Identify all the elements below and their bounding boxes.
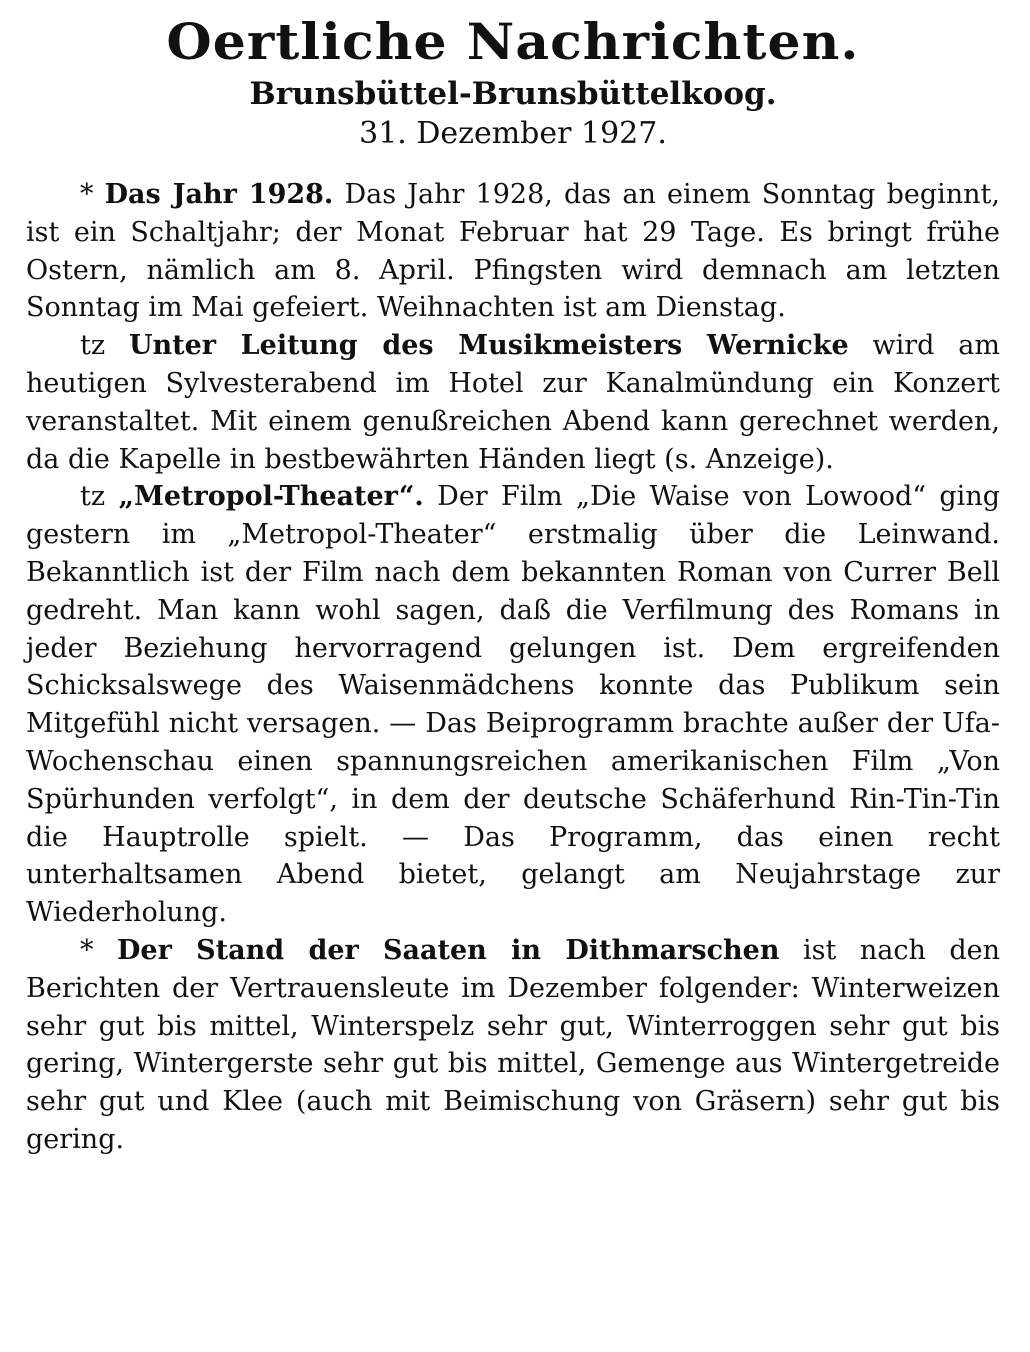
article-marker: * — [80, 179, 94, 210]
article-marker: * — [80, 934, 94, 966]
section-title: Oertliche Nachrichten. — [166, 12, 860, 71]
article-metropol-theater — [26, 478, 1000, 932]
article-lead: Das Jahr 1928. — [104, 179, 334, 210]
location-subtitle: Brunsbüttel-Brunsbüttelkoog. — [249, 76, 777, 112]
article-lead: Der Stand der Saaten in Dithmarschen — [117, 934, 780, 966]
article-body: Der Film „Die Waise von Lowood“ ging gestern im „Metropol-Theater“ erstmalig über die Leinwand. Bekanntlich ist der Film nach dem bekannten Roman von Currer Bell gedreht. Man kann wohl sagen, daß die Verfilmung des Romans in jeder Beziehung hervorragend gelungen ist. Dem ergreifenden Schicksalswege des Waisenmädchens konnte das Publikum sein Mitgefühl nicht versagen. — Das Beiprogramm brachte außer der Ufa-Wochenschau einen spannungsreichen amerikanischen Film „Von Spürhunden verfolgt“, in dem der deutsche Schäferhund Rin-Tin-Tin die Hauptrolle spielt. — Das Programm, das einen recht unterhaltsamen Abend bietet, gelangt am Neujahrstage zur Wiederholung. — [26, 481, 1000, 929]
article-lead: „Metropol-Theater“. — [118, 481, 424, 513]
article-lead: Unter Leitung des Musikmeisters Wernicke — [128, 330, 849, 362]
masthead — [26, 10, 1000, 154]
article-body: ist nach den Berichten der Vertrauensleute im Dezember folgender: Winterweizen sehr gut bis mittel, Winterspelz sehr gut, Winterroggen sehr gut bis gering, Wintergerste sehr gut bis mittel, Gemenge aus Wintergetreide sehr gut und Klee (auch mit Beimischung von Gräsern) sehr gut bis gering. — [26, 934, 1001, 1155]
dateline: 31. Dezember 1927. — [359, 116, 667, 151]
article-concert — [26, 327, 1000, 478]
article-crop-status — [26, 932, 1000, 1159]
article-marker: tz — [80, 330, 106, 362]
article-marker: tz — [80, 481, 106, 513]
article-year-1928 — [26, 176, 1000, 327]
article-body: Das Jahr 1928, das an einem Sonntag beginnt, ist ein Schaltjahr; der Monat Februar hat 29 Tage. Es bringt frühe Ostern, nämlich am 8. April. Pfingsten wird demnach am letzten Sonntag im Mai gefeiert. Weihnachten ist am Dienstag. — [26, 179, 1000, 324]
news-column — [26, 176, 1000, 1159]
article-body: wird am heutigen Sylvesterabend im Hotel zur Kanalmündung ein Konzert veranstaltet. Mit einem genußreichen Abend kann gerechnet werden, da die Kapelle in bestbewährten Händen liegt (s. Anzeige). — [26, 330, 1001, 475]
